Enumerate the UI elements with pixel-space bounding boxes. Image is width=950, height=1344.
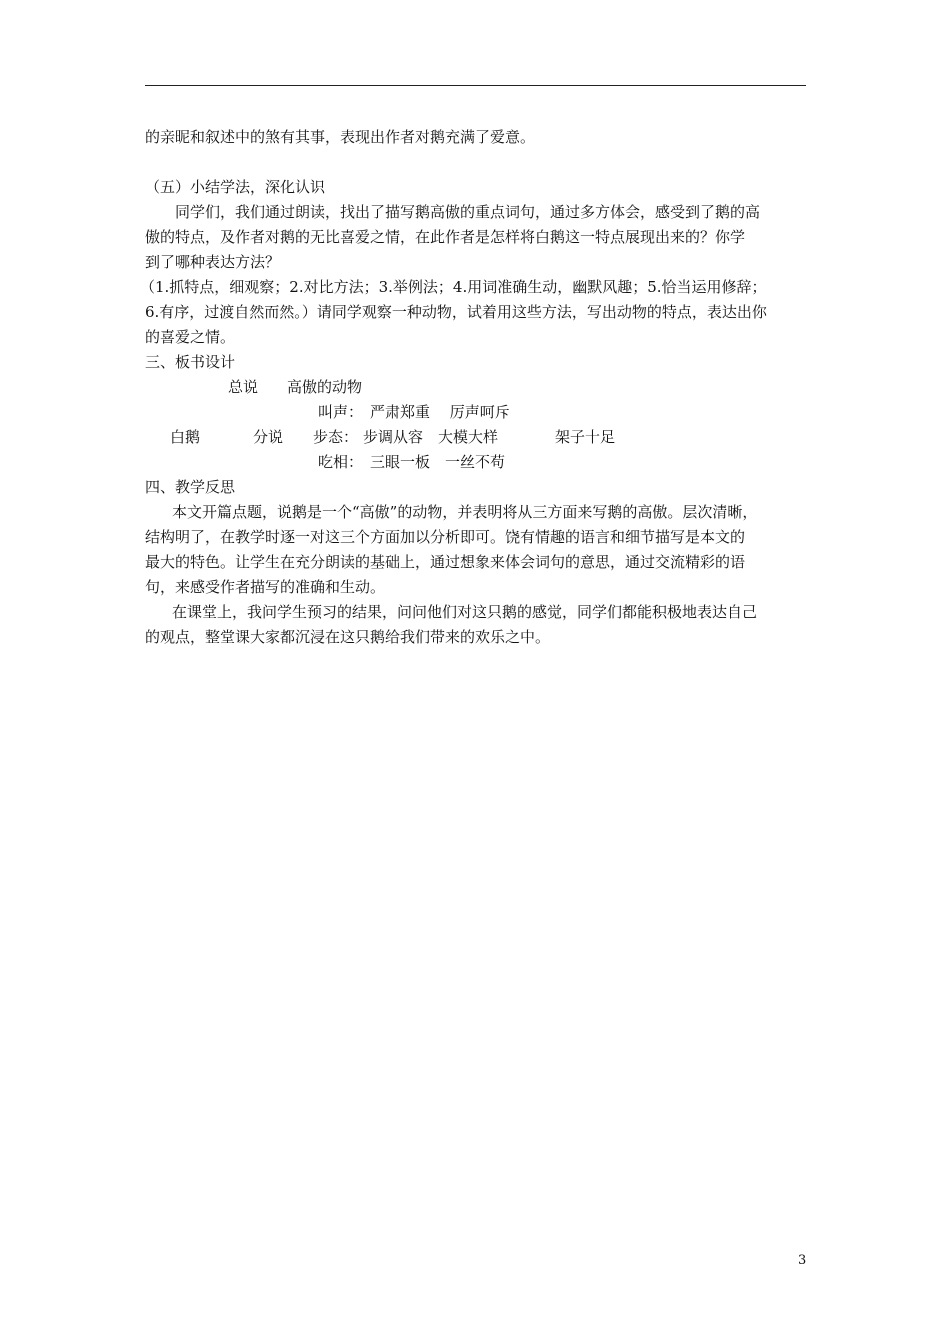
section5-line-4: （1.抓特点，细观察；2.对比方法；3.举例法；4.用词准确生动，幽默风趣；5.恰当运用修辞； (140, 278, 767, 296)
section4-p1-line-4: 句，来感受作者描写的准确和生动。 (145, 578, 386, 596)
header-rule (145, 85, 806, 86)
board-eat-label: 吃相： (318, 453, 364, 471)
board-gait-text: 步调从容 大模大样 (363, 428, 499, 446)
board-gait-label: 步态： (313, 428, 359, 446)
section5-line-5: 6.有序，过渡自然而然。）请同学观察一种动物，试着用这些方法，写出动物的特点，表达出你 (145, 303, 767, 321)
board-detail-label: 分说 (253, 428, 284, 446)
section4-p2-line-1: 在课堂上，我问学生预习的结果，问问他们对这只鹅的感觉，同学们都能积极地表达自己 (172, 603, 758, 621)
section4-p1-line-1: 本文开篇点题，说鹅是一个“高傲”的动物，并表明将从三方面来写鹅的高傲。层次清晰， (172, 503, 758, 521)
continuation-line: 的亲昵和叙述中的煞有其事，表现出作者对鹅充满了爱意。 (145, 128, 536, 146)
section4-p1-line-3: 最大的特色。让学生在充分朗读的基础上，通过想象来体会词句的意思，通过交流精彩的语 (145, 553, 746, 571)
section4-p2-line-2: 的观点，整堂课大家都沉浸在这只鹅给我们带来的欢乐之中。 (145, 628, 551, 646)
section5-line-1: 同学们，我们通过朗读，找出了描写鹅高傲的重点词句，通过多方体会，感受到了鹅的高 (175, 203, 761, 221)
page-number: 3 (798, 1253, 807, 1268)
section5-line-6: 的喜爱之情。 (145, 328, 236, 346)
board-call-text: 严肃郑重 厉声呵斥 (370, 403, 510, 421)
board-eat-text: 三眼一板 一丝不苟 (370, 453, 506, 471)
section4-p1-line-2: 结构明了，在教学时逐一对这三个方面加以分析即可。饶有情趣的语言和细节描写是本文的 (145, 528, 746, 546)
board-call-label: 叫声： (318, 403, 364, 421)
section4-heading: 四、教学反思 (145, 478, 236, 496)
board-general-label: 总说 (228, 378, 259, 396)
section5-line-3: 到了哪种表达方法？ (145, 253, 281, 271)
section3-heading: 三、板书设计 (145, 353, 236, 371)
board-gait-extra: 架子十足 (555, 428, 616, 446)
section5-heading: （五）小结学法，深化认识 (145, 178, 326, 196)
board-general-text: 高傲的动物 (287, 378, 363, 396)
section5-line-2: 傲的特点，及作者对鹅的无比喜爱之情，在此作者是怎样将白鹅这一特点展现出来的？你学 (145, 228, 746, 246)
board-subject: 白鹅 (170, 428, 201, 446)
